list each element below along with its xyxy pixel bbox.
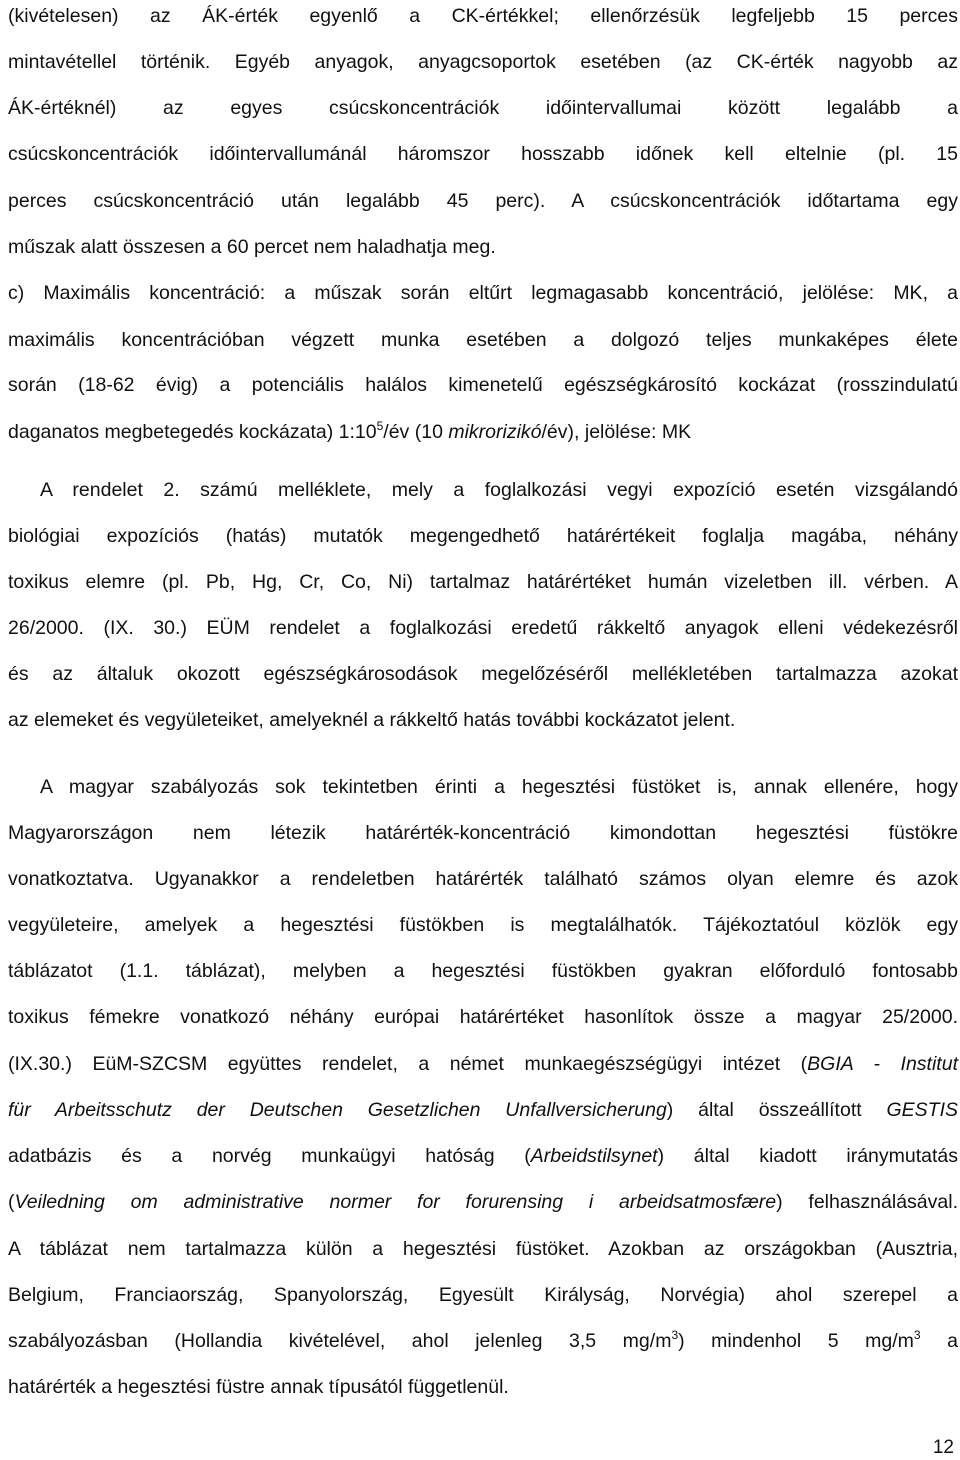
text-segment: szabályozásban (Hollandia kivételével, ahol jelenleg 3,5 mg/m (8, 1330, 672, 1352)
text-line: toxikus elemre (pl. Pb, Hg, Cr, Co, Ni) tartalmaz határértéket humán vizeletben ill. vérben. A (8, 571, 958, 593)
text-line: A rendelet 2. számú melléklete, mely a foglalkozási vegyi expozíció esetén vizsgálandó (40, 479, 958, 501)
text-segment: /év (10 (383, 421, 449, 443)
text-line (8, 1144, 958, 1168)
text-line: vegyületeire, amelyek a hegesztési füstökben is megtalálhatók. Tájékoztatóul közlök egy (8, 914, 958, 936)
italic-term: GESTIS (886, 1099, 959, 1121)
text-line: biológiai expozíciós (hatás) mutatók megengedhető határértékeit foglalja magába, néhány (8, 525, 958, 547)
text-segment: ( (8, 1191, 15, 1213)
text-line (8, 420, 958, 444)
text-line: (kivételesen) az ÁK-érték egyenlő a CK-értékkel; ellenőrzésük legfeljebb 15 perces (8, 5, 958, 27)
text-line: határérték a hegesztési füstre annak típusától függetlenül. (8, 1376, 509, 1398)
text-line: Magyarországon nem létezik határérték-koncentráció kimondottan hegesztési füstökre (8, 822, 958, 844)
italic-term: mikrorizikó (448, 421, 542, 443)
text-segment: adatbázis és a norvég munkaügyi hatóság ( (8, 1145, 531, 1167)
text-line (8, 1190, 958, 1214)
text-segment: ) által kiadott iránymutatás (657, 1145, 958, 1167)
superscript: 5 (376, 419, 384, 433)
text-line: az elemeket és vegyületeiket, amelyeknél a rákkeltő hatás további kockázatot jelent. (8, 709, 736, 731)
text-segment: ) mindenhol 5 mg/m (678, 1330, 914, 1352)
italic-term: für Arbeitsschutz der Deutschen Gesetzlichen Unfallversicherung (8, 1099, 667, 1121)
text-line (8, 1098, 958, 1122)
page-number: 12 (932, 1437, 954, 1458)
text-line: A táblázat nem tartalmazza külön a hegesztési füstöket. Azokban az országokban (Ausztria, (8, 1238, 958, 1260)
text-line: mintavétellel történik. Egyéb anyagok, anyagcsoportok esetében (az CK-érték nagyobb az (8, 51, 958, 73)
text-segment: a (920, 1330, 958, 1352)
text-segment: /év), jelölése: MK (541, 421, 692, 443)
text-line: és az általuk okozott egészségkárosodások megelőzéséről mellékletében tartalmazza azokat (8, 663, 958, 685)
text-line: táblázatot (1.1. táblázat), melyben a hegesztési füstökben gyakran előforduló fontosabb (8, 960, 958, 982)
italic-term: Veiledning om administrative normer for forurensing i arbeidsatmosfære (14, 1191, 777, 1213)
text-line: során (18-62 évig) a potenciális halálos kimenetelű egészségkárosító kockázat (rosszindulatú (8, 374, 958, 396)
superscript: 3 (671, 1328, 679, 1342)
text-line: toxikus fémekre vonatkozó néhány európai határértéket hasonlítok össze a magyar 25/2000. (8, 1006, 958, 1028)
text-line: c) Maximális koncentráció: a műszak során eltűrt legmagasabb koncentráció, jelölése: MK, a (8, 282, 958, 304)
text-line: vonatkoztatva. Ugyanakkor a rendeletben határérték található számos olyan elemre és azok (8, 868, 958, 890)
text-line: maximális koncentrációban végzett munka esetében a dolgozó teljes munkaképes élete (8, 329, 958, 351)
superscript: 3 (913, 1328, 921, 1342)
text-line (8, 1052, 958, 1076)
text-segment: (IX.30.) EüM-SZCSM együttes rendelet, a német munkaegészségügyi intézet ( (8, 1053, 808, 1075)
text-segment: daganatos megbetegedés kockázata) 1:10 (8, 421, 377, 443)
text-segment: ) felhasználásával. (776, 1191, 958, 1213)
text-segment: ) által összeállított (666, 1099, 887, 1121)
text-line: ÁK-értéknél) az egyes csúcskoncentrációk időintervallumai között legalább a (8, 97, 958, 119)
italic-term: BGIA - Institut (807, 1053, 958, 1075)
text-line: 26/2000. (IX. 30.) EÜM rendelet a foglalkozási eredetű rákkeltő anyagok elleni védekezésről (8, 617, 958, 639)
text-line: Belgium, Franciaország, Spanyolország, Egyesült Királyság, Norvégia) ahol szerepel a (8, 1284, 958, 1306)
text-line: A magyar szabályozás sok tekintetben érinti a hegesztési füstöket is, annak ellenére, hogy (40, 776, 958, 798)
text-line: műszak alatt összesen a 60 percet nem haladhatja meg. (8, 236, 496, 258)
text-line: csúcskoncentrációk időintervallumánál háromszor hosszabb időnek kell eltelnie (pl. 15 (8, 143, 958, 165)
italic-term: Arbeidstilsynet (530, 1145, 658, 1167)
text-line (8, 1329, 958, 1353)
text-line: perces csúcskoncentráció után legalább 45 perc). A csúcskoncentrációk időtartama egy (8, 190, 958, 212)
